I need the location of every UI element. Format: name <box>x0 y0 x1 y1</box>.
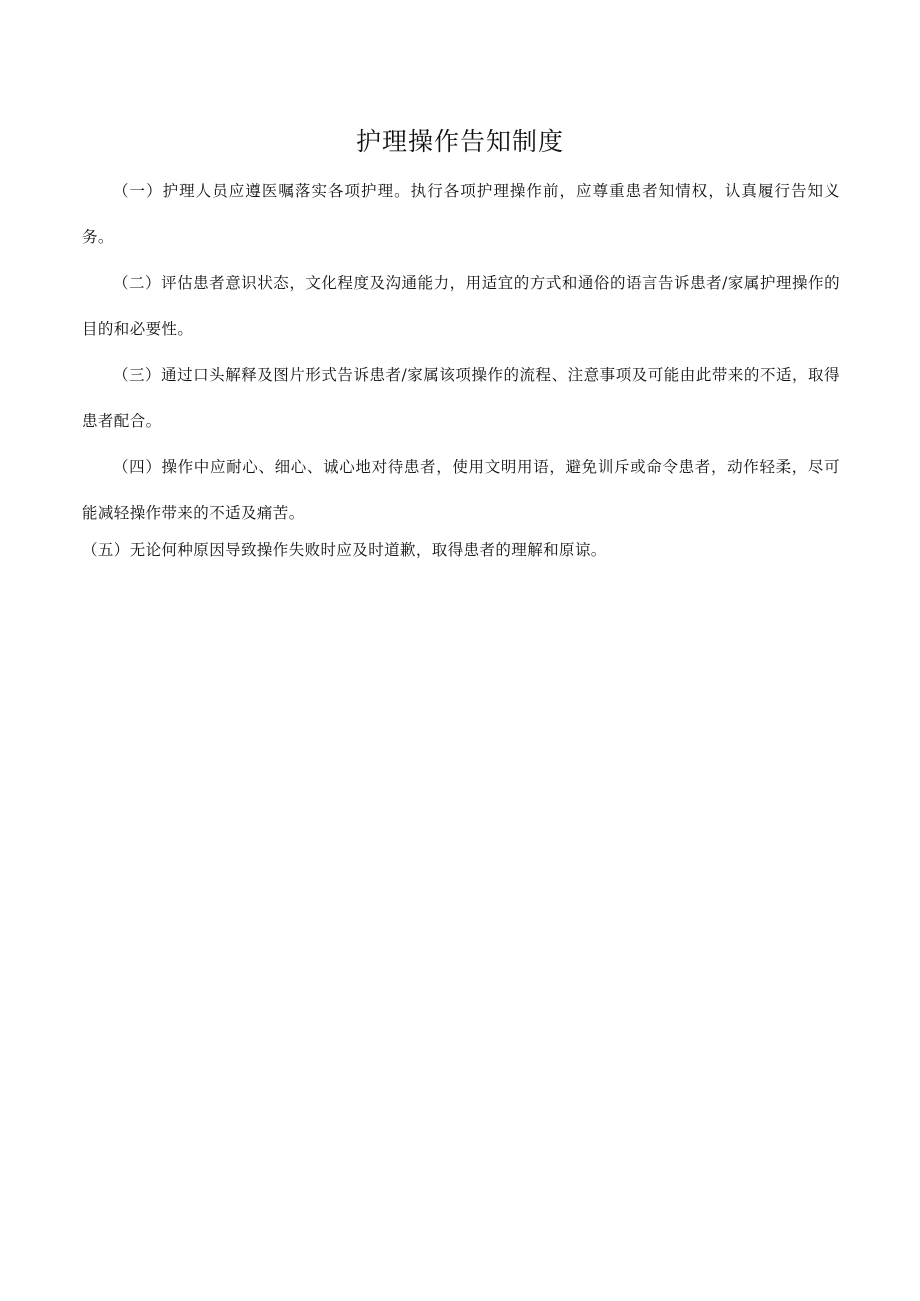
document-title: 护理操作告知制度 <box>355 127 564 156</box>
paragraph-4: （四）操作中应耐心、细心、诚心地对待患者，使用文明用语，避免训斥或命令患者，动作轻柔，尽可能减轻操作带来的不适及痛苦。 <box>82 458 840 522</box>
paragraph-2: （二）评估患者意识状态，文化程度及沟通能力，用适宜的方式和通俗的语言告诉患者/家属护理操作的目的和必要性。 <box>82 274 840 338</box>
paragraph-5: （五）无论何种原因导致操作失败时应及时道歉，取得患者的理解和原谅。 <box>82 541 607 559</box>
paragraph-3: （三）通过口头解释及图片形式告诉患者/家属该项操作的流程、注意事项及可能由此带来的不适，取得患者配合。 <box>82 366 840 430</box>
paragraph-1: （一）护理人员应遵医嘱落实各项护理。执行各项护理操作前，应尊重患者知情权，认真履行告知义务。 <box>82 182 840 246</box>
